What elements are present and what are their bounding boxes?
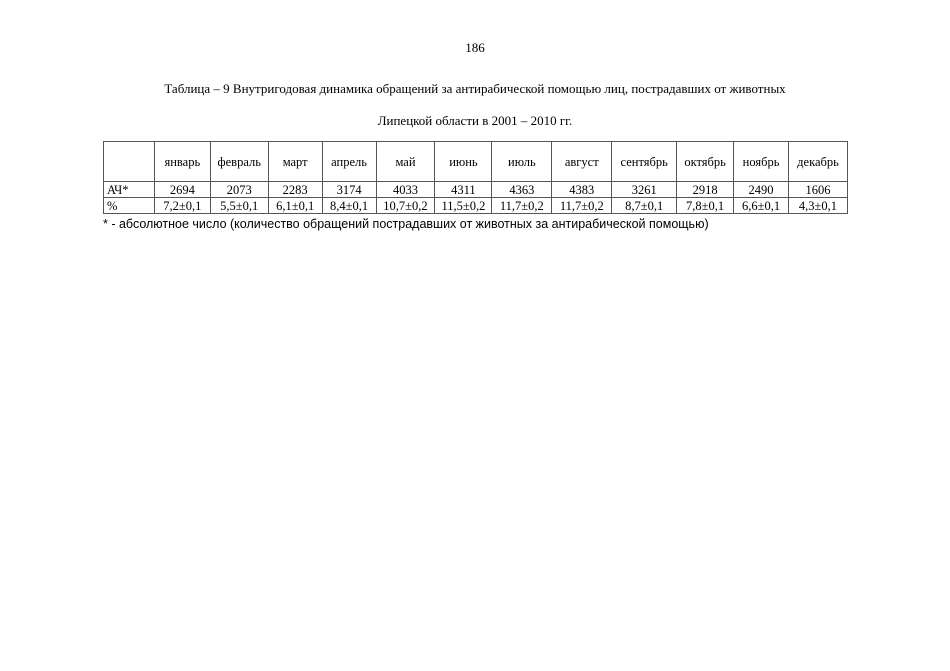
table-footnote: * - абсолютное число (количество обращений пострадавших от животных за антирабической помощью) bbox=[103, 217, 709, 231]
table-cell: 7,8±0,1 bbox=[677, 198, 734, 214]
table-cell: 4,3±0,1 bbox=[788, 198, 847, 214]
table-cell: 8,7±0,1 bbox=[612, 198, 677, 214]
table-cell: 4383 bbox=[552, 182, 612, 198]
table-cell: 2283 bbox=[268, 182, 322, 198]
table-cell: 6,6±0,1 bbox=[734, 198, 789, 214]
column-header-september: сентябрь bbox=[612, 142, 677, 182]
table-cell: 5,5±0,1 bbox=[210, 198, 268, 214]
table-cell: 2490 bbox=[734, 182, 789, 198]
table-cell: 11,7±0,2 bbox=[552, 198, 612, 214]
table-cell: 7,2±0,1 bbox=[154, 198, 210, 214]
table-header-row bbox=[104, 142, 848, 182]
table-cell: 3174 bbox=[322, 182, 376, 198]
page-number: 186 bbox=[465, 40, 485, 55]
table-cell: 2694 bbox=[154, 182, 210, 198]
column-header-april: апрель bbox=[322, 142, 376, 182]
column-header-june: июнь bbox=[435, 142, 492, 182]
column-header-november: ноябрь bbox=[734, 142, 789, 182]
table-cell: 11,5±0,2 bbox=[435, 198, 492, 214]
column-header-october: октябрь bbox=[677, 142, 734, 182]
table-cell: 10,7±0,2 bbox=[376, 198, 435, 214]
table-cell: 8,4±0,1 bbox=[322, 198, 376, 214]
column-header-august: август bbox=[552, 142, 612, 182]
table-cell: 6,1±0,1 bbox=[268, 198, 322, 214]
table-cell: 11,7±0,2 bbox=[492, 198, 552, 214]
table-cell: 2918 bbox=[677, 182, 734, 198]
table-cell: 4363 bbox=[492, 182, 552, 198]
row-label-absolute-count: АЧ* bbox=[104, 182, 155, 198]
table-row-percent bbox=[104, 198, 848, 214]
table-cell: 4311 bbox=[435, 182, 492, 198]
row-label-percent: % bbox=[104, 198, 155, 214]
table-corner-cell bbox=[104, 142, 155, 182]
table-cell: 2073 bbox=[210, 182, 268, 198]
monthly-dynamics-table bbox=[103, 141, 848, 214]
column-header-december: декабрь bbox=[788, 142, 847, 182]
table-caption-line-1: Таблица – 9 Внутригодовая динамика обращений за антирабической помощью лиц, пострадавших от животных bbox=[164, 81, 786, 96]
table-cell: 4033 bbox=[376, 182, 435, 198]
column-header-february: февраль bbox=[210, 142, 268, 182]
table-caption-line-2: Липецкой области в 2001 – 2010 гг. bbox=[377, 113, 573, 128]
column-header-january: январь bbox=[154, 142, 210, 182]
column-header-july: июль bbox=[492, 142, 552, 182]
column-header-march: март bbox=[268, 142, 322, 182]
table-cell: 3261 bbox=[612, 182, 677, 198]
table-cell: 1606 bbox=[788, 182, 847, 198]
table-row-absolute-count bbox=[104, 182, 848, 198]
column-header-may: май bbox=[376, 142, 435, 182]
